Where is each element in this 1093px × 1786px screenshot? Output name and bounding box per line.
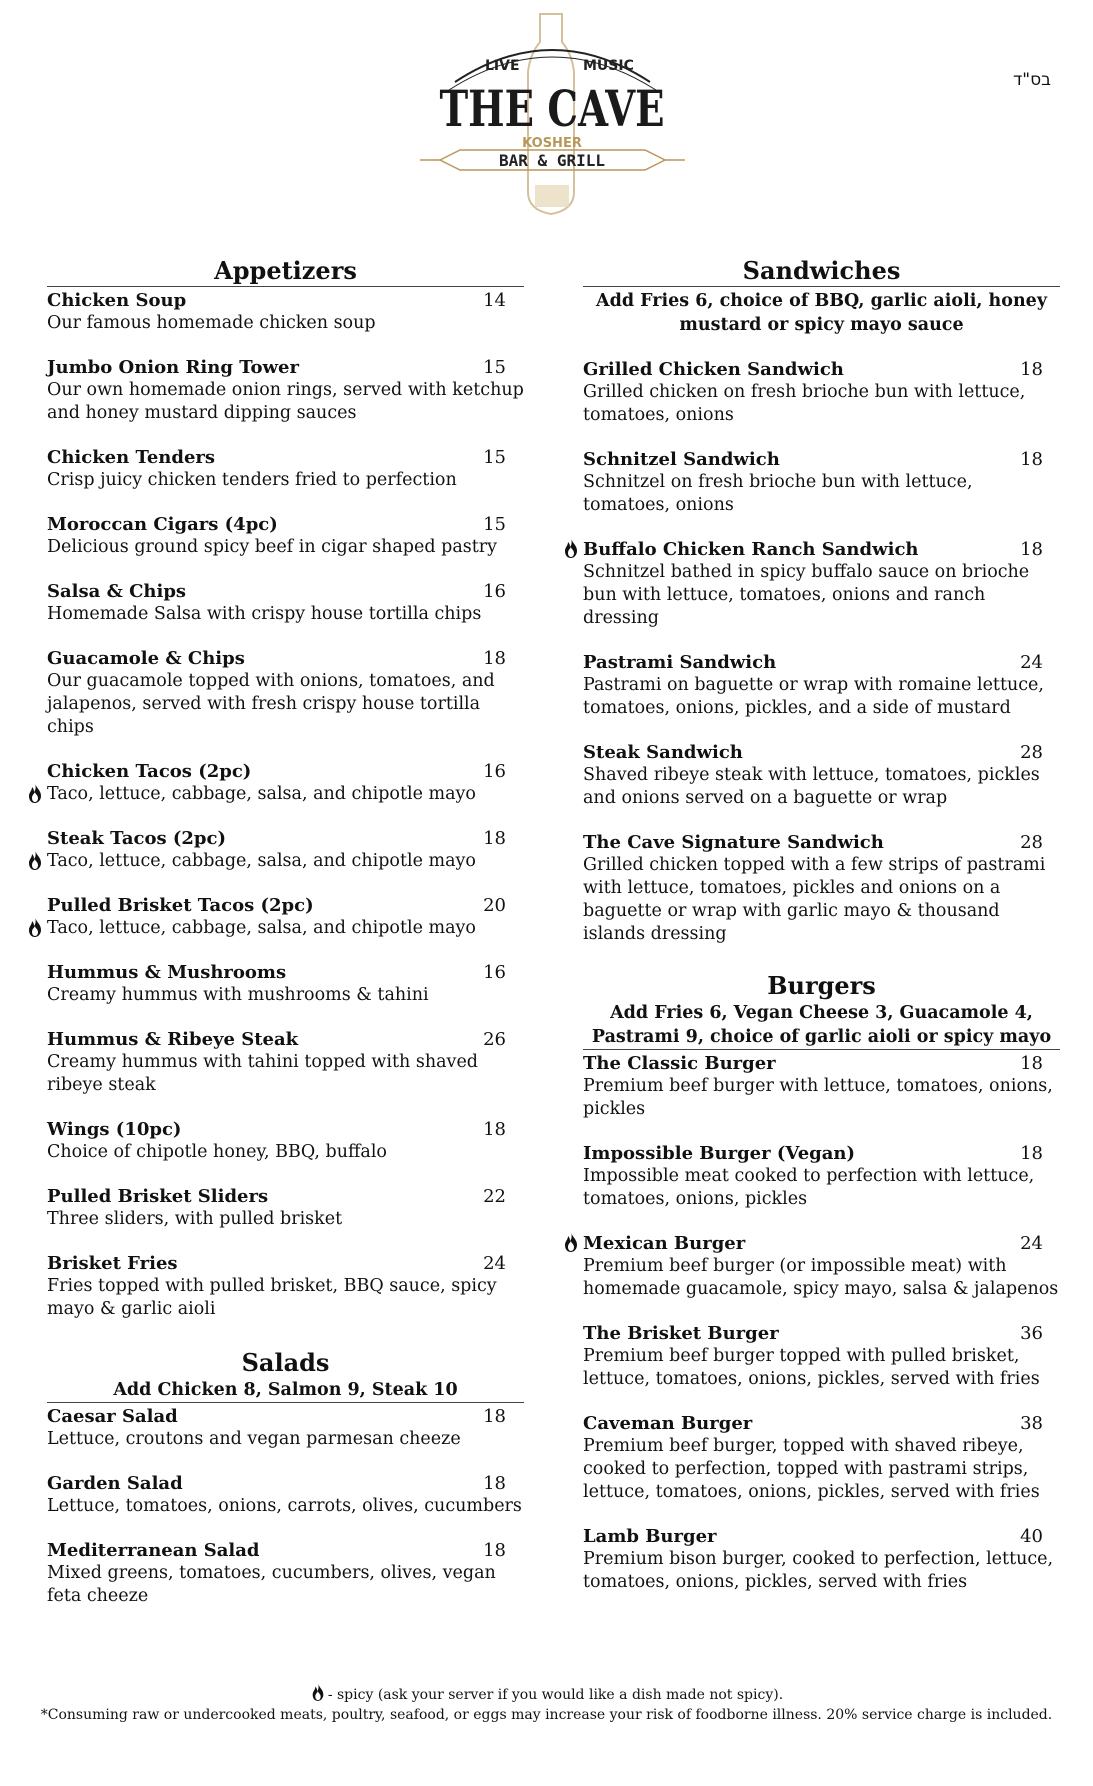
menu-item-name: Chicken Soup — [47, 290, 187, 311]
menu-item — [47, 961, 524, 1007]
menu-item-price: 14 — [483, 290, 506, 311]
menu-item-name: Buffalo Chicken Ranch Sandwich — [583, 539, 919, 560]
menu-item-price: 38 — [1020, 1413, 1043, 1434]
menu-item-description: Taco, lettuce, cabbage, salsa, and chipotle mayo — [47, 918, 476, 938]
menu-item-name: Salsa & Chips — [47, 581, 187, 602]
menu-item-name: Caveman Burger — [583, 1413, 753, 1434]
menu-item — [47, 1118, 524, 1164]
menu-item-name: Mediterranean Salad — [47, 1540, 260, 1561]
menu-item-price: 20 — [483, 895, 506, 916]
menu-item-price: 18 — [1020, 1053, 1043, 1074]
menu-item-price: 15 — [483, 357, 506, 378]
menu-item-description: Three sliders, with pulled brisket — [47, 1209, 343, 1229]
burgers-note: Add Fries 6, Vegan Cheese 3, Guacamole 4, Pastrami 9, choice of garlic aioli or spicy mayo — [583, 1001, 1060, 1050]
menu-item-name: Guacamole & Chips — [47, 648, 245, 669]
menu-item-price: 18 — [1020, 359, 1043, 380]
right-column — [583, 256, 1060, 1615]
menu-item — [47, 446, 524, 492]
menu-item — [47, 827, 524, 873]
menu-item-name: Jumbo Onion Ring Tower — [47, 357, 299, 378]
menu-item — [583, 1412, 1060, 1504]
menu-item — [583, 448, 1060, 517]
menu-item-name: Wings (10pc) — [47, 1119, 182, 1140]
menu-item — [47, 356, 524, 425]
menu-item-price: 18 — [1020, 449, 1043, 470]
menu-item-price: 28 — [1020, 742, 1043, 763]
menu-item — [47, 647, 524, 739]
menu-item — [47, 1185, 524, 1231]
appetizers-title: Appetizers — [47, 256, 524, 287]
menu-item-name: The Brisket Burger — [583, 1323, 779, 1344]
menu-item-price: 18 — [483, 828, 506, 849]
menu-item-description: Creamy hummus with tahini topped with shaved ribeye steak — [47, 1052, 479, 1095]
menu-item-name: Mexican Burger — [583, 1233, 746, 1254]
menu-item-description: Impossible meat cooked to perfection with lettuce, tomatoes, onions, pickles — [583, 1166, 1035, 1209]
menu-item-price: 18 — [483, 1473, 506, 1494]
menu-item-description: Grilled chicken topped with a few strips of pastrami with lettuce, tomatoes, pickles and onions on a baguette or wrap with garlic mayo & thousand islands dressing — [583, 855, 1046, 944]
menu-item-description: Grilled chicken on fresh brioche bun with lettuce, tomatoes, onions — [583, 382, 1026, 425]
menu-item-name: Chicken Tacos (2pc) — [47, 761, 252, 782]
menu-item-description: Premium beef burger topped with pulled brisket, lettuce, tomatoes, onions, pickles, served with fries — [583, 1346, 1040, 1389]
flame-icon — [562, 537, 580, 559]
salads-note: Add Chicken 8, Salmon 9, Steak 10 — [47, 1378, 524, 1403]
menu-item — [583, 831, 1060, 946]
menu-item-description: Shaved ribeye steak with lettuce, tomatoes, pickles and onions served on a baguette or wrap — [583, 765, 1040, 808]
menu-item-description: Schnitzel bathed in spicy buffalo sauce on brioche bun with lettuce, tomatoes, onions and ranch dressing — [583, 562, 1030, 628]
menu-item-description: Lettuce, croutons and vegan parmesan cheeze — [47, 1429, 461, 1449]
menu-item-description: Pastrami on baguette or wrap with romaine lettuce, tomatoes, onions, pickles, and a side of mustard — [583, 675, 1044, 718]
menu-item-name: Steak Sandwich — [583, 742, 743, 763]
menu-item-description: Our guacamole topped with onions, tomatoes, and jalapenos, served with fresh crispy house tortilla chips — [47, 671, 495, 737]
menu-item-description: Premium beef burger with lettuce, tomatoes, onions, pickles — [583, 1076, 1053, 1119]
menu-item-name: The Cave Signature Sandwich — [583, 832, 884, 853]
menu-item-name: Hummus & Ribeye Steak — [47, 1029, 299, 1050]
menu-item — [583, 1052, 1060, 1121]
flame-icon — [562, 1231, 580, 1253]
menu-item — [47, 1539, 524, 1608]
menu-item-description: Our famous homemade chicken soup — [47, 313, 376, 333]
menu-item-price: 36 — [1020, 1323, 1043, 1344]
footer-spicy-line — [0, 1682, 1093, 1703]
menu-item-description: Lettuce, tomatoes, onions, carrots, olives, cucumbers — [47, 1496, 522, 1516]
menu-item-name: Pastrami Sandwich — [583, 652, 777, 673]
menu-item-price: 18 — [1020, 539, 1043, 560]
menu-item-name: Brisket Fries — [47, 1253, 178, 1274]
menu-item — [47, 760, 524, 806]
menu-item-name: Moroccan Cigars (4pc) — [47, 514, 278, 535]
menu-item-description: Creamy hummus with mushrooms & tahini — [47, 985, 429, 1005]
menu-item-description: Mixed greens, tomatoes, cucumbers, olives, vegan feta cheeze — [47, 1563, 496, 1606]
logo-kosher-text: KOSHER — [522, 136, 582, 151]
menu-item-description: Premium beef burger (or impossible meat) with homemade guacamole, spicy mayo, salsa & jalapenos — [583, 1256, 1059, 1299]
menu-item-price: 24 — [1020, 1233, 1043, 1254]
menu-item-price: 15 — [483, 514, 506, 535]
menu-item-description: Taco, lettuce, cabbage, salsa, and chipotle mayo — [47, 784, 476, 804]
menu-item-name: The Classic Burger — [583, 1053, 776, 1074]
menu-item-name: Pulled Brisket Tacos (2pc) — [47, 895, 314, 916]
menu-item-price: 18 — [483, 648, 506, 669]
menu-item-name: Pulled Brisket Sliders — [47, 1186, 269, 1207]
menu-item — [47, 580, 524, 626]
menu-item — [583, 1322, 1060, 1391]
menu-item-description: Our own homemade onion rings, served with ketchup and honey mustard dipping sauces — [47, 380, 524, 423]
menu-item — [583, 651, 1060, 720]
flame-icon — [310, 1682, 326, 1702]
menu-item — [47, 513, 524, 559]
menu-item-description: Homemade Salsa with crispy house tortilla chips — [47, 604, 482, 624]
menu-item-name: Lamb Burger — [583, 1526, 717, 1547]
menu-item-description: Choice of chipotle honey, BBQ, buffalo — [47, 1142, 387, 1162]
menu-item-price: 16 — [483, 962, 506, 983]
menu-item — [583, 741, 1060, 810]
menu-item — [47, 1405, 524, 1451]
menu-item-name: Chicken Tenders — [47, 447, 216, 468]
sandwiches-list — [583, 358, 1060, 946]
menu-item — [583, 358, 1060, 427]
menu-item-description: Delicious ground spicy beef in cigar shaped pastry — [47, 537, 498, 557]
left-column — [47, 256, 524, 1629]
menu-item-price: 15 — [483, 447, 506, 468]
menu-item-price: 16 — [483, 581, 506, 602]
menu-item — [583, 1142, 1060, 1211]
menu-item-name: Garden Salad — [47, 1473, 183, 1494]
logo-live-text: LIVE — [485, 58, 520, 74]
menu-item-price: 18 — [483, 1119, 506, 1140]
appetizers-list — [47, 289, 524, 1321]
menu-item — [47, 289, 524, 335]
menu-item-price: 24 — [483, 1253, 506, 1274]
menu-item — [47, 1028, 524, 1097]
bsd-text: בס"ד — [1013, 70, 1051, 90]
menu-item-description: Crisp juicy chicken tenders fried to perfection — [47, 470, 457, 490]
menu-item — [583, 1525, 1060, 1594]
menu-item-price: 24 — [1020, 652, 1043, 673]
sandwiches-title: Sandwiches — [583, 256, 1060, 287]
logo-name-text: THE CAVE — [439, 79, 665, 138]
menu-item-name: Hummus & Mushrooms — [47, 962, 287, 983]
menu-item — [47, 894, 524, 940]
logo-music-text: MUSIC — [583, 58, 634, 74]
flame-icon — [26, 916, 44, 938]
the-cave-logo — [415, 10, 690, 220]
menu-item-price: 28 — [1020, 832, 1043, 853]
salads-list — [47, 1405, 524, 1608]
burgers-title: Burgers — [767, 971, 876, 1000]
menu-item-name: Steak Tacos (2pc) — [47, 828, 226, 849]
salads-title: Salads — [241, 1348, 330, 1377]
menu-item-name: Caesar Salad — [47, 1406, 178, 1427]
menu-item — [47, 1252, 524, 1321]
flame-icon — [26, 782, 44, 804]
menu-item-price: 26 — [483, 1029, 506, 1050]
menu-item-name: Schnitzel Sandwich — [583, 449, 780, 470]
logo-sub-text: BAR & GRILL — [499, 151, 605, 170]
menu-item-description: Premium beef burger, topped with shaved ribeye, cooked to perfection, topped with pastrami strips, lettuce, tomatoes, onions, pickles, served with fries — [583, 1436, 1040, 1502]
menu-item-price: 40 — [1020, 1526, 1043, 1547]
menu-item — [583, 1232, 1060, 1301]
flame-icon — [26, 849, 44, 871]
menu-item — [47, 1472, 524, 1518]
sandwiches-note: Add Fries 6, choice of BBQ, garlic aioli, honey mustard or spicy mayo sauce — [596, 291, 1047, 335]
menu-item-description: Premium bison burger, cooked to perfection, lettuce, tomatoes, onions, pickles, served with fries — [583, 1549, 1054, 1592]
menu-item-price: 18 — [483, 1406, 506, 1427]
menu-item-description: Fries topped with pulled brisket, BBQ sauce, spicy mayo & garlic aioli — [47, 1276, 497, 1319]
menu-item-description: Taco, lettuce, cabbage, salsa, and chipotle mayo — [47, 851, 476, 871]
footer-disclaimer: *Consuming raw or undercooked meats, poultry, seafood, or eggs may increase your risk of foodborne illness. 20% service charge is included. — [40, 1707, 1053, 1723]
menu-item-price: 16 — [483, 761, 506, 782]
burgers-list — [583, 1052, 1060, 1594]
menu-item-description: Schnitzel on fresh brioche bun with lettuce, tomatoes, onions — [583, 472, 973, 515]
menu-item-name: Impossible Burger (Vegan) — [583, 1143, 856, 1164]
menu-item-name: Grilled Chicken Sandwich — [583, 359, 844, 380]
menu-item-price: 22 — [483, 1186, 506, 1207]
footer-spicy-note: - spicy (ask your server if you would like a dish made not spicy). — [327, 1687, 784, 1703]
menu-item-price: 18 — [1020, 1143, 1043, 1164]
menu-item — [583, 538, 1060, 630]
menu-item-price: 18 — [483, 1540, 506, 1561]
